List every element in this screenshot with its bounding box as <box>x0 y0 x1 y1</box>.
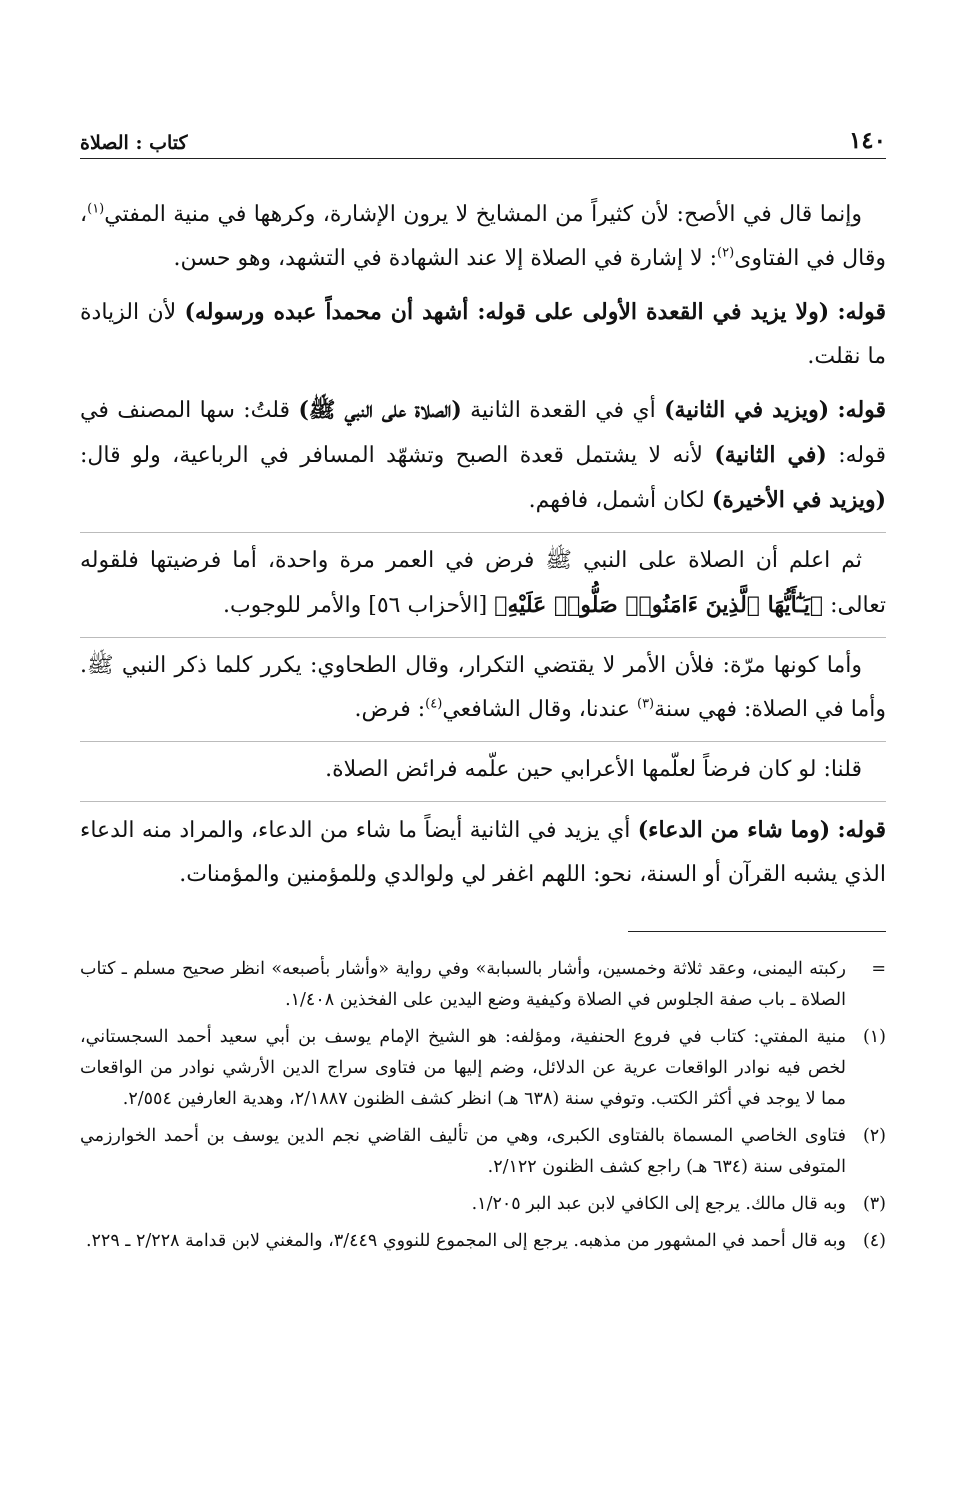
footnote-mark: (٣) <box>862 1194 886 1214</box>
footnote-text: فتاوى الخاصي المسماة بالفتاوى الكبرى، وهي من تأليف القاضي نجم الدين يوسف بن أحمد الخوارزمي المتوفى سنة (٦٣٤ هـ) راجع كشف الظنون ٢/١٢٢. <box>80 1126 846 1177</box>
footnote-text: وبه قال مالك. يرجع إلى الكافي لابن عبد البر ١/٢٠٥. <box>471 1194 846 1214</box>
paragraph-7 <box>80 801 886 897</box>
footnote-ref-3: (٣) <box>636 696 655 712</box>
footnotes <box>80 954 886 1257</box>
matn-quote: (الصلاة على النبي ﷺ) <box>298 397 462 423</box>
main-text <box>80 193 886 897</box>
footnote-text: وبه قال أحمد في المشهور من مذهبه. يرجع إلى المجموع للنووي ٣/٤٤٩، والمغني لابن قدامة ٢/٢٢٨ ـ ٢٢٩. <box>85 1231 846 1251</box>
quran-verse: ﴿يَـٰٓأَيُّهَا ٱلَّذِينَ ءَامَنُوا۟ صَلُّوا۟ عَلَيْهِ﴾ <box>494 592 824 618</box>
paragraph-2 <box>80 290 886 379</box>
commentary-text: : فرض. <box>354 697 426 722</box>
matn-quote: (ويزيد في الأخيرة) <box>711 487 886 513</box>
footnote-text: منية المفتي: كتاب في فروع الحنفية، ومؤلفه: هو الشيخ الإمام يوسف بن أبي سعيد أحمد السجستاني، لخص فيه نوادر الواقعات عرية عن الدلائل، وضم إليها من فتاوى سراج الدين الأرشي نوادر من الواقعات مما لا يوجد في أكثر الكتب. وتوفي سنة (٦٣٨ هـ) انظر كشف الظنون ٢/١٨٨٧، وهدية العارفين ٢/٥٥٤. <box>80 1027 846 1109</box>
commentary-text: عندنا، وقال الشافعي <box>442 697 630 722</box>
footnote-3 <box>80 1189 886 1220</box>
commentary-text: أي في القعدة الثانية <box>470 398 656 423</box>
footnote-2 <box>80 1121 886 1183</box>
commentary-text: ثم اعلم أن الصلاة على النبي ﷺ فرض في العمر مرة واحدة، أما فرضيتها فلقوله تعالى: <box>80 548 886 618</box>
matn-quote: (وما شاء من الدعاء) <box>637 817 831 843</box>
footnote-ref-4: (٤) <box>425 696 443 712</box>
paragraph-1-text-a: وإنما قال في الأصح: لأن كثيراً من المشايخ لا يرون الإشارة، وكرهها في منية المفتي <box>104 202 862 227</box>
matn-quote: (ولا يزيد في القعدة الأولى على قوله: أشهد أن محمداً عبده ورسوله) <box>184 299 830 325</box>
footnote-divider <box>628 931 886 932</box>
footnote-1 <box>80 1022 886 1115</box>
footnote-ref-1: (١) <box>87 201 105 217</box>
commentary-text: لأنه لا يشتمل قعدة الصبح وتشهّد المسافر في الرباعية، ولو قال: <box>80 443 703 468</box>
paragraph-1 <box>80 193 886 281</box>
running-title: كتاب : الصلاة <box>80 132 188 154</box>
paragraph-1-text-b: ، وقال في الفتاوى <box>80 202 886 271</box>
footnote-4 <box>80 1226 886 1257</box>
commentary-text: قلتُ: سها المصنف في قوله: <box>80 398 886 468</box>
footnote-mark: = <box>871 959 886 979</box>
footnote-ref-2: (٢) <box>717 245 735 261</box>
commentary-text: لكان أشمل، فافهم. <box>528 488 705 513</box>
footnote-mark: (٤) <box>862 1231 886 1251</box>
footnote-text: ركبته اليمنى، وعقد ثلاثة وخمسين، وأشار بالسبابة» وفي رواية «وأشار بأصبعه» انظر صحيح مسلم ـ كتاب الصلاة ـ باب صفة الجلوس في الصلاة وكيفية وضع اليدين على الفخذين ١/٤٠٨. <box>80 959 846 1010</box>
footnote-mark: (١) <box>862 1027 886 1047</box>
commentary-text: لأن الزيادة ما نقلت. <box>80 300 886 369</box>
paragraph-4 <box>80 532 886 628</box>
commentary-text: [الأحزاب ٥٦] والأمر للوجوب. <box>223 593 488 618</box>
paragraph-3 <box>80 388 886 523</box>
book-page <box>80 118 886 1263</box>
matn-quote: (في الثانية) <box>714 442 827 468</box>
qawl-label: قوله: <box>837 397 887 423</box>
page-number: ١٤٠ <box>848 127 886 154</box>
commentary-text: أي يزيد في الثانية أيضاً ما شاء من الدعاء، والمراد منه الدعاء الذي يشبه القرآن أو السنة، نحو: اللهم اغفر لي ولوالدي وللمؤمنين والمؤمنات. <box>80 818 886 887</box>
matn-quote: (ويزيد في الثانية) <box>664 397 830 423</box>
footnote-continued <box>80 954 886 1016</box>
qawl-label: قوله: <box>837 299 886 325</box>
commentary-text: وأما كونها مرّة: فلأن الأمر لا يقتضي التكرار، وقال الطحاوي: يكرر كلما ذكر النبي ﷺ. وأما في الصلاة: فهي سنة <box>80 653 886 722</box>
running-header <box>80 118 886 159</box>
paragraph-6: قلنا: لو كان فرضاً لعلّمها الأعرابي حين علّمه فرائض الصلاة. <box>80 741 886 792</box>
qawl-label: قوله: <box>837 817 887 843</box>
paragraph-5 <box>80 637 886 732</box>
paragraph-1-text-c: : لا إشارة في الصلاة إلا عند الشهادة في التشهد، وهو حسن. <box>173 246 718 271</box>
footnote-mark: (٢) <box>862 1126 886 1146</box>
